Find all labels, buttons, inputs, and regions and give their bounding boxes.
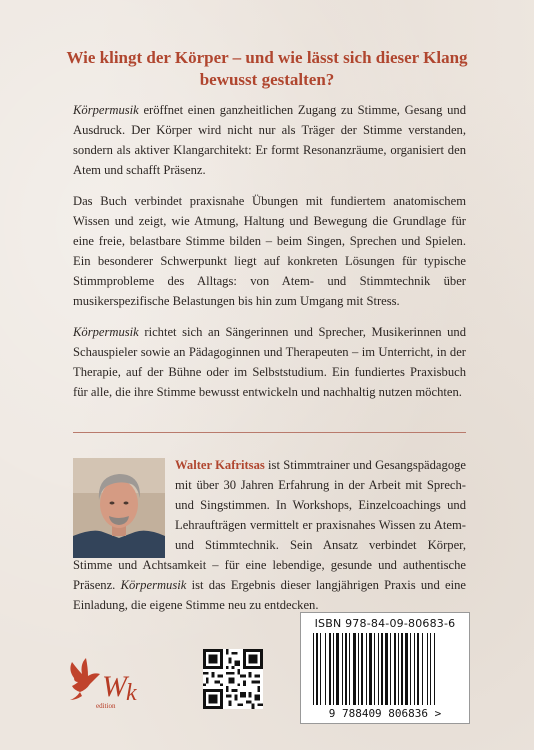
section-divider — [73, 432, 466, 433]
barcode-bar — [385, 633, 388, 705]
svg-text:W: W — [102, 670, 127, 703]
author-photo — [73, 458, 165, 558]
barcode-bar — [316, 633, 318, 705]
barcode-bar — [369, 633, 372, 705]
publisher-logo — [66, 656, 166, 712]
book-title: Körpermusik — [73, 325, 139, 339]
barcode-bar — [336, 633, 339, 705]
barcode-bars — [313, 633, 457, 705]
barcode-bar — [329, 633, 331, 705]
barcode-bar — [313, 633, 314, 705]
barcode-bar — [414, 633, 415, 705]
barcode-bar — [325, 633, 326, 705]
isbn-barcode — [300, 612, 470, 724]
barcode-bar — [333, 633, 334, 705]
barcode-bar — [374, 633, 375, 705]
barcode-bar — [342, 633, 343, 705]
barcode-bar — [320, 633, 321, 705]
barcode-bar — [358, 633, 359, 705]
isbn-number: ISBN 978-84-09-80683-6 — [314, 617, 456, 630]
barcode-bar — [410, 633, 411, 705]
intro-paragraph — [73, 100, 466, 180]
barcode-bar — [434, 633, 435, 705]
isbn-digits: 9 788409 806836 > — [328, 707, 442, 720]
book-title: Körpermusik — [73, 103, 139, 117]
qr-code — [203, 649, 263, 709]
intro-text: eröffnet einen ganzheitlichen Zugang zu Stimme, Gesang und Ausdruck. Der Körper wird nicht nur als Träger der Stimme verstanden, sondern als aktiver Klangarchitekt: Er formt Resonanzräume, organisiert den Atem und schafft Präsenz. — [73, 103, 466, 177]
barcode-bar — [381, 633, 383, 705]
author-name: Walter Kafritsas — [175, 458, 265, 472]
barcode-bar — [398, 633, 399, 705]
barcode-bar — [405, 633, 408, 705]
barcode-bar — [427, 633, 428, 705]
description-paragraph: Das Buch verbindet praxisnahe Übungen mit fundiertem anatomischem Wissen und zeigt, wie Atmung, Haltung und Bewegung die Grundlage für eine freie, belastbare Stimme bilden – beim Singen, Sprechen und Spielen. Ein besonderer Schwerpunkt liegt auf konkreten Lösungen für typische Stimmprobleme des Alltags: von Atem- und Stimmtechnik über musikerspezifische Belastungen bis hin zum Umgang mit Stress. — [73, 194, 466, 308]
barcode-bar — [390, 633, 391, 705]
barcode-bar — [394, 633, 396, 705]
barcode-bar — [417, 633, 419, 705]
audience-paragraph — [73, 322, 466, 402]
barcode-bar — [401, 633, 403, 705]
author-bio-text-end: ist das Ergebnis dieser langjährigen Praxis und eine Einladung, die eigene Stimme neu zu entdecken. — [73, 578, 466, 612]
author-bio-text: ist Stimmtrainer und Gesangspädagoge mit über 30 Jahren Erfahrung in der Arbeit mit Sprech- und Singstimmen. In Workshops, Einzelcoachings und Lehraufträgen vermittelt er praxisnahes Wissen zu Atem- und Stimmtechnik. Sein Ansatz verbindet Körper, Stimme und Achtsamkeit – für eine lebendige, gesunde und authentische Präsenz. — [73, 458, 467, 592]
barcode-bar — [366, 633, 367, 705]
book-title: Körpermusik — [120, 578, 187, 592]
logo-edition-text: edition — [96, 702, 116, 710]
barcode-bar — [422, 633, 423, 705]
barcode-bar — [378, 633, 379, 705]
barcode-bar — [430, 633, 431, 705]
audience-text: richtet sich an Sängerinnen und Sprecher, Musikerinnen und Schauspieler sowie an Pädagoginnen und Therapeuten – im Unterricht, in der Therapie, auf der Bühne oder im Selbststudium. Ein fundiertes Praxisbuch für alle, die ihre Stimme bewusst entwickeln und nachhaltig nutzen möchten. — [73, 325, 466, 399]
barcode-bar — [353, 633, 356, 705]
back-cover-heading: Wie klingt der Körper – und wie lässt sich dieser Klang bewusst gestalten? — [66, 48, 468, 89]
svg-text:k: k — [126, 680, 137, 706]
barcode-bar — [345, 633, 347, 705]
barcode-bar — [349, 633, 350, 705]
barcode-bar — [361, 633, 363, 705]
